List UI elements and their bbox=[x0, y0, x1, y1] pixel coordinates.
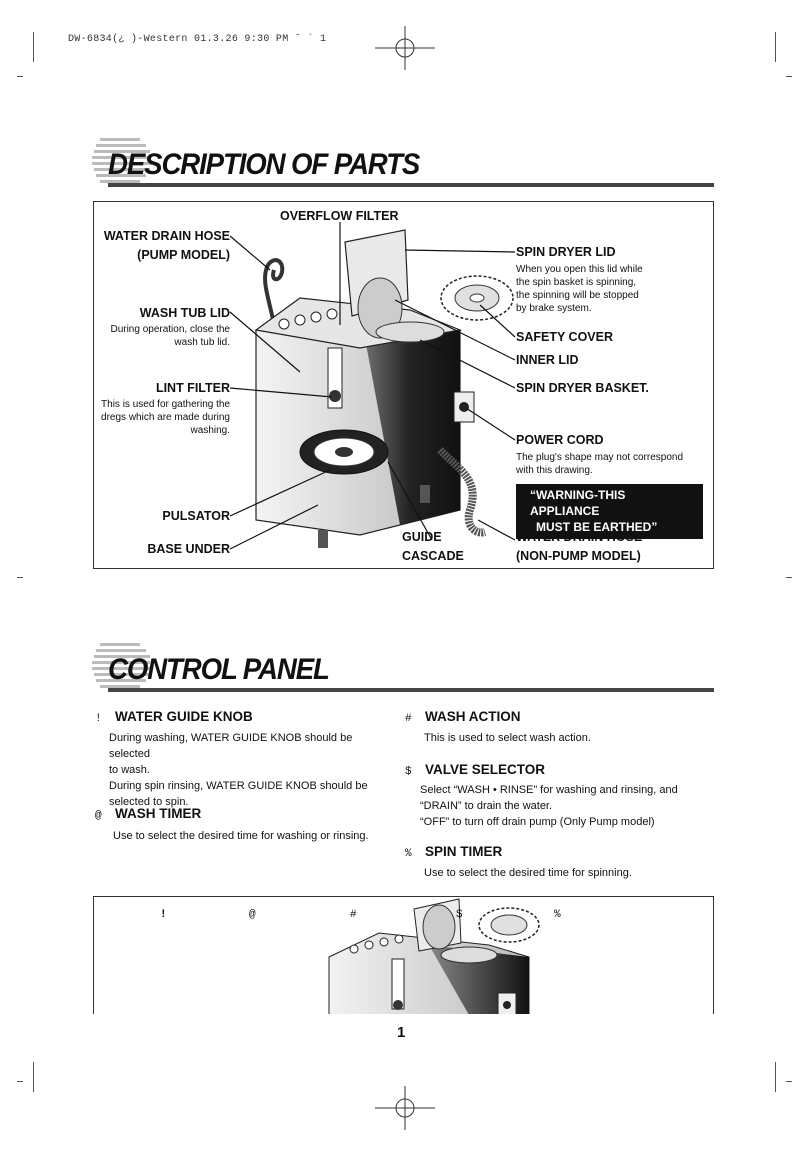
note-wash-tub-lid bbox=[96, 323, 230, 349]
label-power-cord: POWER CORD bbox=[516, 433, 604, 447]
control-text bbox=[109, 730, 395, 810]
note-power-cord bbox=[516, 451, 683, 477]
note-line: When you open this lid while bbox=[516, 264, 643, 275]
text-line: “DRAIN” to drain the water. bbox=[420, 800, 553, 812]
crop-mark bbox=[786, 1081, 792, 1082]
label-line: WATER DRAIN HOSE bbox=[103, 229, 230, 243]
label-line: CASCADE bbox=[402, 549, 464, 563]
control-title: VALVE SELECTOR bbox=[425, 762, 546, 777]
text-line: Select “WASH • RINSE” for washing and rinsing, and bbox=[420, 784, 678, 796]
control-text bbox=[113, 828, 395, 844]
control-panel-diagram-frame bbox=[93, 896, 714, 1014]
text-line: Use to select the desired time for spinning. bbox=[424, 867, 632, 879]
label-wash-tub-lid: WASH TUB LID bbox=[139, 306, 230, 320]
control-wash-action bbox=[405, 709, 715, 746]
label-inner-lid: INNER LID bbox=[516, 353, 579, 367]
parts-section-title: DESCRIPTION OF PARTS bbox=[108, 148, 420, 181]
control-title: SPIN TIMER bbox=[425, 844, 503, 859]
control-title: WATER GUIDE KNOB bbox=[115, 709, 253, 724]
warning-line: “WARNING-THIS APPLIANCE bbox=[530, 488, 626, 518]
control-water-guide-knob bbox=[95, 709, 395, 810]
label-water-drain-hose-pump bbox=[96, 229, 230, 263]
registration-mark-bottom bbox=[370, 1084, 440, 1132]
crop-mark bbox=[17, 1081, 23, 1082]
note-line: by brake system. bbox=[516, 303, 592, 314]
crop-mark bbox=[33, 1062, 34, 1092]
label-safety-cover: SAFETY COVER bbox=[516, 330, 614, 344]
label-line: (NON-PUMP MODEL) bbox=[516, 549, 641, 563]
power-plug-illustration bbox=[494, 991, 520, 1014]
text-line: Use to select the desired time for washing or rinsing. bbox=[113, 830, 369, 842]
label-overflow-filter: OVERFLOW FILTER bbox=[280, 209, 399, 223]
text-line: During spin rinsing, WATER GUIDE KNOB should be bbox=[109, 780, 368, 792]
page-number: 1 bbox=[397, 1024, 406, 1041]
note-line: During operation, close the bbox=[110, 324, 230, 335]
panel-marker: % bbox=[554, 909, 561, 921]
panel-marker: @ bbox=[249, 909, 256, 921]
print-header: DW-6834(¿ )-Western 01.3.26 9:30 PM ˘ ` 1 bbox=[68, 34, 327, 45]
marker: % bbox=[405, 848, 412, 860]
note-line: This is used for gathering the bbox=[101, 399, 230, 410]
label-base-under: BASE UNDER bbox=[147, 542, 230, 556]
control-text bbox=[420, 782, 715, 830]
panel-marker: # bbox=[350, 909, 357, 921]
note-spin-dryer-lid bbox=[516, 263, 643, 315]
note-line: wash tub lid. bbox=[174, 337, 230, 348]
label-spin-dryer-basket: SPIN DRYER BASKET. bbox=[516, 381, 649, 395]
note-line: the spinning will be stopped bbox=[516, 290, 639, 301]
marker: @ bbox=[95, 810, 102, 822]
label-spin-dryer-lid: SPIN DRYER LID bbox=[516, 245, 616, 259]
text-line: This is used to select wash action. bbox=[424, 732, 591, 744]
control-valve-selector bbox=[405, 762, 715, 830]
control-section-title: CONTROL PANEL bbox=[108, 653, 329, 686]
marker: $ bbox=[405, 766, 412, 778]
label-guide-cascade bbox=[402, 530, 464, 564]
control-title: WASH ACTION bbox=[425, 709, 521, 724]
panel-marker: ! bbox=[160, 909, 167, 921]
control-text bbox=[424, 730, 715, 746]
text-line: “OFF” to turn off drain pump (Only Pump model) bbox=[420, 816, 655, 828]
note-line: dregs which are made during bbox=[101, 412, 230, 423]
title-underline bbox=[108, 688, 714, 692]
label-line: (PUMP MODEL) bbox=[137, 248, 230, 262]
panel-marker: $ bbox=[456, 909, 463, 921]
note-line: The plug's shape may not correspond bbox=[516, 452, 684, 463]
control-wash-timer bbox=[95, 806, 395, 844]
crop-mark bbox=[775, 1062, 776, 1092]
note-lint-filter bbox=[96, 398, 230, 437]
label-pulsator: PULSATOR bbox=[162, 509, 230, 523]
note-line: the spin basket is spinning, bbox=[516, 277, 637, 288]
control-spin-timer bbox=[405, 844, 715, 881]
note-line: with this drawing. bbox=[516, 465, 593, 476]
text-line: to wash. bbox=[109, 764, 150, 776]
control-title: WASH TIMER bbox=[115, 806, 202, 821]
label-lint-filter: LINT FILTER bbox=[155, 381, 230, 395]
note-line: washing. bbox=[190, 425, 230, 436]
marker: ! bbox=[95, 713, 102, 725]
label-line: GUIDE bbox=[402, 530, 442, 544]
label-line: WATER DRAIN HOSE bbox=[516, 530, 643, 544]
label-water-drain-hose-non-pump bbox=[516, 530, 642, 564]
marker: # bbox=[405, 713, 412, 725]
text-line: During washing, WATER GUIDE KNOB should be selected bbox=[109, 732, 353, 760]
text-line: selected to spin. bbox=[109, 796, 189, 808]
warning-line: MUST BE EARTHED” bbox=[536, 520, 658, 534]
safety-cover-illustration bbox=[474, 903, 544, 947]
control-text bbox=[424, 865, 715, 881]
